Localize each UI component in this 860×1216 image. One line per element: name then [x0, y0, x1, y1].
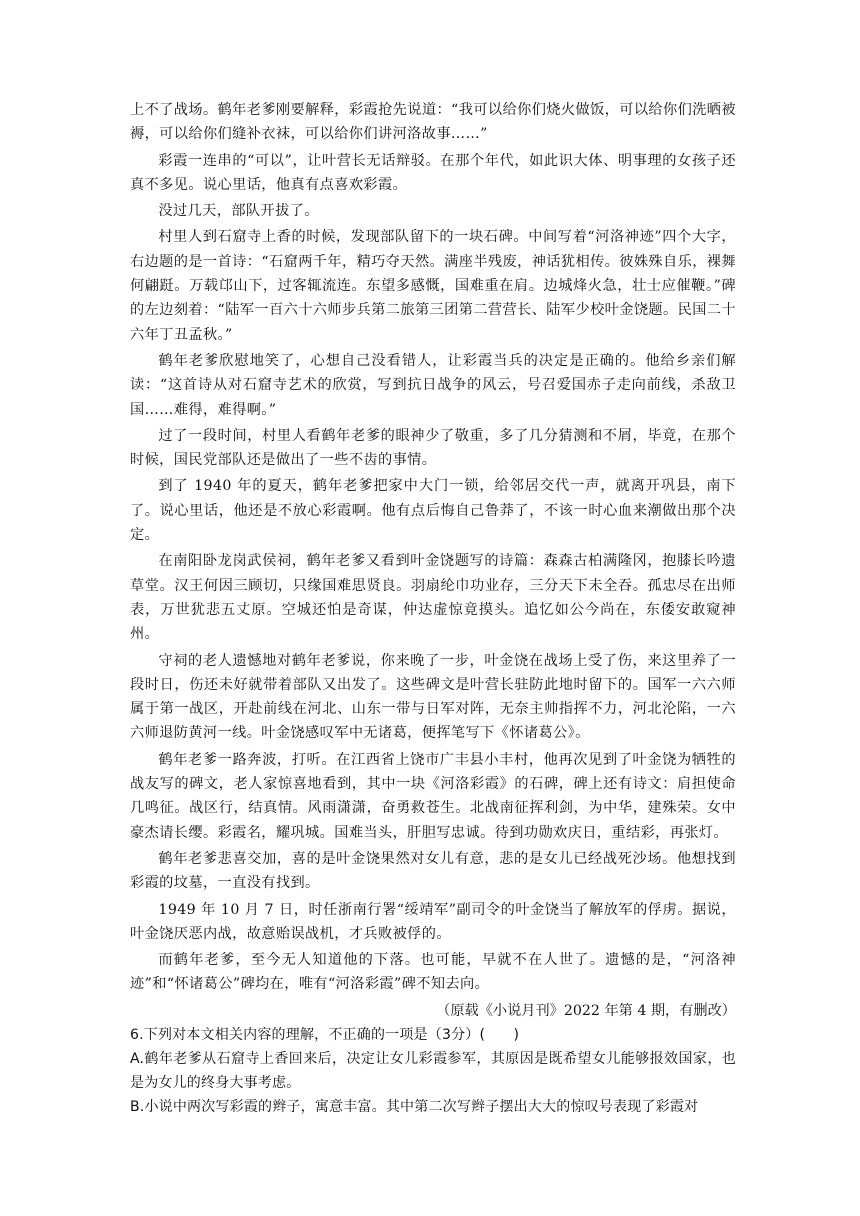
paragraph: 彩霞一连串的“可以”，让叶营长无话辩驳。在那个年代，如此识大体、明事理的女孩子还真不多见。说心里话，他真有点喜欢彩霞。: [130, 152, 736, 193]
article-source: （原载《小说月刊》2022 年第 4 期，有删改）: [436, 1002, 736, 1019]
document-page: [130, 98, 736, 1119]
paragraph: 鹤年老爹悲喜交加，喜的是叶金饶果然对女儿有意，悲的是女儿已经战死沙场。他想找到彩霞的坟墓，一直没有找到。: [130, 850, 736, 892]
paragraph: 上不了战场。鹤年老爹刚要解释，彩霞抢先说道：“我可以给你们烧火做饭，可以给你们洗晒被褥，可以给你们缝补衣袜，可以给你们讲河洛故事……”: [130, 102, 736, 143]
paragraph: 村里人到石窟寺上香的时候，发现部队留下的一块石碑。中间写着“河洛神迹”四个大字，右边题的是一首诗：“石窟两千年，精巧夺天然。满座半残废，神话犹相传。彼姝殊自乐，裸舞何翩跹。万载邙山下，过客辄流连。东望多感慨，国难重在肩。边城烽火急，壮士应催鞭。”碑的左边刻着：“陆军一百六十六师步兵第二旅第三团第二营营长、陆军少校叶金饶题。民国二十六年丁丑孟秋。”: [130, 229, 736, 343]
paragraph: 鹤年老爹一路奔波，打听。在江西省上饶市广丰县小丰村，他再次见到了叶金饶为牺牲的战友写的碑文，老人家惊喜地看到，其中一块《河洛彩霞》的石碑，碑上还有诗文：肩担使命几鸣征。战区行，结真情。风雨潇潇，奋勇救苍生。北战南征挥利剑，为中华，建殊荣。女中豪杰请长缨。彩霞名，耀巩城。国难当头，肝胆写忠诚。待到功勋欢庆日，重结彩，再张灯。: [130, 751, 736, 841]
option-b: B.小说中两次写彩霞的辫子，寓意丰富。其中第二次写辫子摆出大大的惊叹号表现了彩霞对: [130, 1098, 699, 1115]
article-body: [130, 98, 736, 1023]
option-a: A.鹤年老爹从石窟寺上香回来后，决定让女儿彩霞参军，其原因是既希望女儿能够报效国家，也是为女儿的终身大事考虑。: [130, 1050, 736, 1091]
paragraph: 鹤年老爹欣慰地笑了，心想自己没看错人，让彩霞当兵的决定是正确的。他给乡亲们解读：“这首诗从对石窟寺艺术的欣赏，写到抗日战争的风云，号召爱国赤子走向前线，杀敌卫国……难得，难得啊。”: [130, 352, 736, 418]
paragraph: 而鹤年老爹，至今无人知道他的下落。也可能，早就不在人世了。遗憾的是，“河洛神迹”和“怀诸葛公”碑均在，唯有“河洛彩霞”碑不知去向。: [130, 952, 736, 993]
paragraph: 没过几天，部队开拔了。: [158, 203, 319, 220]
paragraph: 到了 1940 年的夏天，鹤年老爹把家中大门一锁，给邻居交代一声，就离开巩县，南下了。说心里话，他还是不放心彩霞啊。他有点后悔自己鲁莽了，不该一时心血来潮做出那个决定。: [130, 478, 736, 544]
paragraph: 守祠的老人遗憾地对鹤年老爹说，你来晚了一步，叶金饶在战场上受了伤，来这里养了一段时日，伤还未好就带着部队又出发了。这些碑文是叶营长驻防此地时留下的。国军一六六师属于第一战区，开赴前线在河北、山东一带与日军对阵，无奈主帅指挥不力，河北沦陷，一六六师退防黄河一线。叶金饶感叹军中无诸葛，便挥笔写下《怀诸葛公》。: [130, 652, 736, 742]
question-stem: 6.下列对本文相关内容的理解，不正确的一项是（3分）( ): [130, 1026, 520, 1043]
question-block: [130, 1023, 736, 1119]
paragraph: 在南阳卧龙岗武侯祠，鹤年老爹又看到叶金饶题写的诗篇：森森古柏满隆冈，抱膝长吟遗草堂。汉王何因三顾切，只缘国难思贤良。羽扇纶巾功业存，三分天下未全吞。孤忠尽在出师表，万世犹悲五丈原。空城还怕是奇谋，仲达虚惊竟摸头。追忆如公今尚在，东倭安敢窥神州。: [130, 553, 736, 643]
paragraph: 1949 年 10 月 7 日，时任浙南行署“绥靖军”副司令的叶金饶当了解放军的俘虏。据说，叶金饶厌恶内战，故意贻误战机，才兵败被俘的。: [130, 901, 736, 942]
paragraph: 过了一段时间，村里人看鹤年老爹的眼神少了敬重，多了几分猜测和不屑，毕竟，在那个时候，国民党部队还是做出了一些不齿的事情。: [130, 427, 736, 469]
